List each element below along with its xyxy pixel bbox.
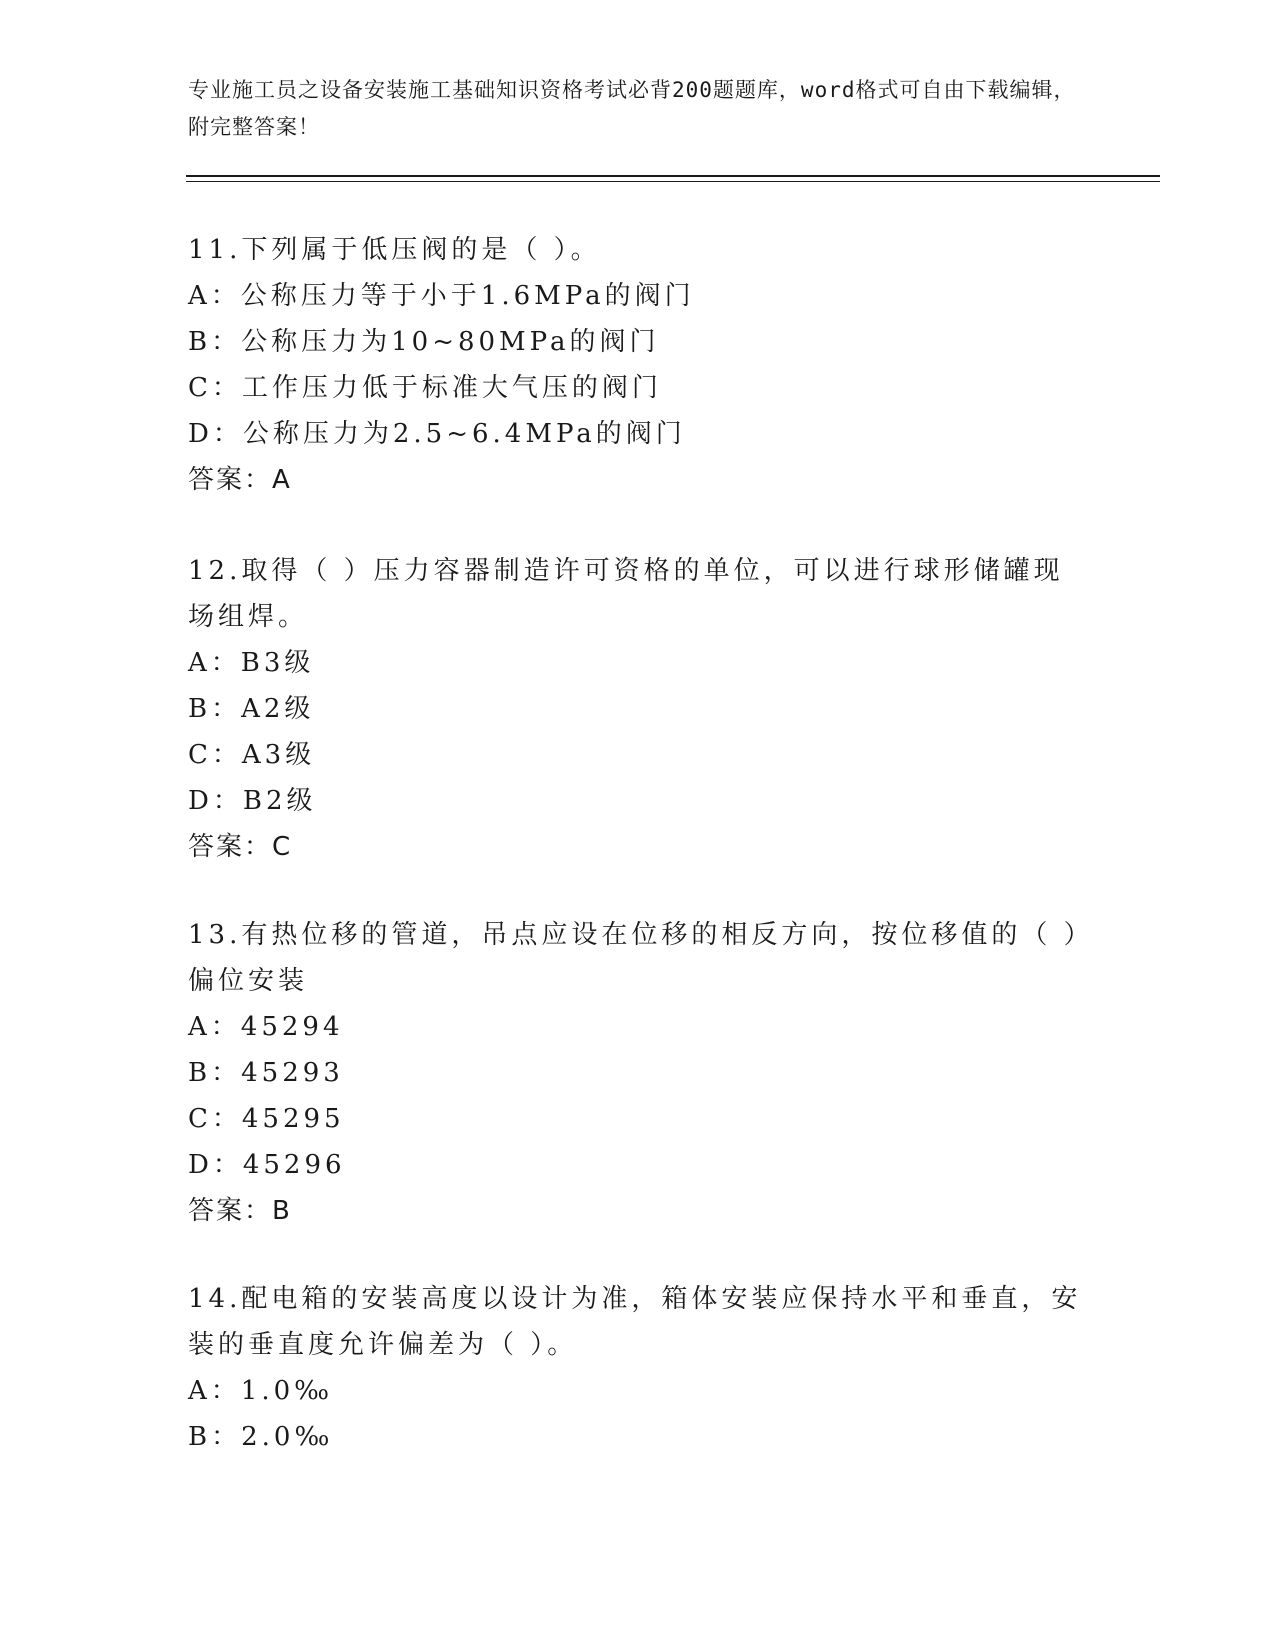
option-c: C：45295 xyxy=(188,1104,345,1134)
question-stem: 12.取得（ ）压力容器制造许可资格的单位，可以进行球形储罐现场组焊。 xyxy=(188,556,1064,632)
question-11 xyxy=(188,227,1088,503)
option-c: C：工作压力低于标准大气压的阀门 xyxy=(188,373,662,403)
option-a: A：45294 xyxy=(188,1012,344,1042)
option-b: B：A2级 xyxy=(188,694,315,724)
question-13 xyxy=(188,912,1088,1234)
answer: 答案：A xyxy=(188,465,292,495)
header-rule-thin xyxy=(186,181,1160,182)
document-header xyxy=(188,72,1088,146)
answer: 答案：C xyxy=(188,832,293,862)
option-a: A：公称压力等于小于1.6MPa的阀门 xyxy=(188,281,695,311)
option-b: B：2.0‰ xyxy=(188,1422,334,1452)
option-a: A：B3级 xyxy=(188,648,315,678)
answer: 答案：B xyxy=(188,1196,292,1226)
document-title: 专业施工员之设备安装施工基础知识资格考试必背200题题库，word格式可自由下载编辑，附完整答案！ xyxy=(188,78,1076,139)
option-d: D：B2级 xyxy=(188,786,317,816)
option-d: D：45296 xyxy=(188,1150,346,1180)
question-stem: 14.配电箱的安装高度以设计为准，箱体安装应保持水平和垂直，安装的垂直度允许偏差为（ ）。 xyxy=(188,1284,1082,1360)
option-b: B：公称压力为10~80MPa的阀门 xyxy=(188,327,660,357)
question-12 xyxy=(188,548,1088,870)
option-d: D：公称压力为2.5~6.4MPa的阀门 xyxy=(188,419,686,449)
option-c: C：A3级 xyxy=(188,740,316,770)
header-rule-thick xyxy=(186,175,1160,177)
question-stem: 13.有热位移的管道，吊点应设在位移的相反方向，按位移值的（ ）偏位安装 xyxy=(188,920,1081,996)
option-a: A：1.0‰ xyxy=(188,1376,334,1406)
option-b: B：45293 xyxy=(188,1058,344,1088)
question-stem: 11.下列属于低压阀的是（ ）。 xyxy=(188,235,601,265)
question-14 xyxy=(188,1276,1088,1460)
